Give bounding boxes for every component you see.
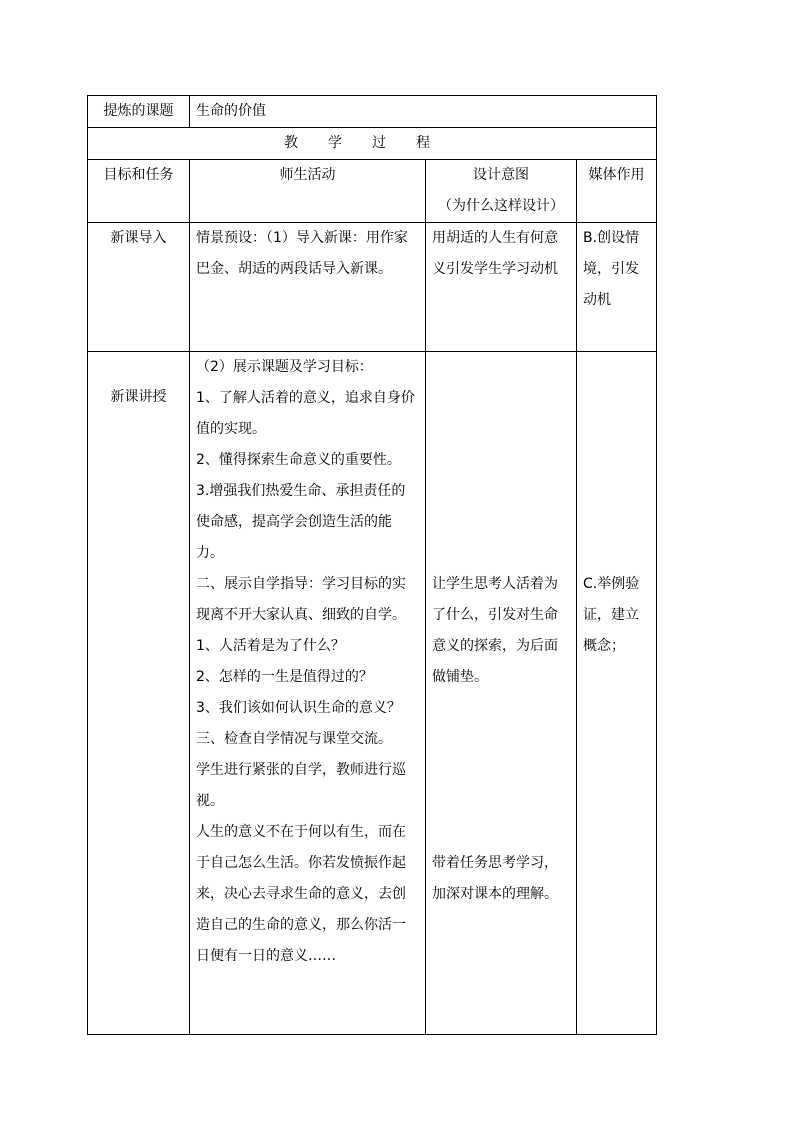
topic-row (88, 96, 657, 128)
activity-line: 2、怎样的一生是值得过的？ (196, 669, 373, 685)
intro-activity: 情景预设：（1）导入新课：用作家巴金、胡适的两段话导入新课。 (190, 223, 426, 352)
activity-line: 3、我们该如何认识生命的意义？ (196, 700, 401, 716)
design-note-1: 让学生思考人活着为了什么，引发对生命意义的探索，为后面做铺垫。 (432, 576, 558, 685)
activity-line: 1、了解人活着的意义，追求自身价值的实现。 (196, 390, 415, 437)
header-goal: 目标和任务 (88, 160, 190, 223)
activity-line: 人生的意义不在于何以有生，而在于自己怎么生活。你若发愤振作起来，决心去寻求生命的意义，去创造自己的生命的意义，那么你活一日便有一日的意义…… (196, 824, 406, 964)
teach-media (577, 352, 657, 1035)
teach-design (426, 352, 577, 1035)
header-media: 媒体作用 (577, 160, 657, 223)
activity-line: 三、检查自学情况与课堂交流。 (196, 731, 392, 747)
header-row (88, 160, 657, 223)
activity-line: 学生进行紧张的自学，教师进行巡视。 (196, 762, 406, 809)
teach-media-text: C.举例验证，建立概念； (583, 576, 640, 654)
topic-label: 提炼的课题 (88, 96, 190, 128)
teaching-row (88, 352, 657, 1035)
header-design-line1: 设计意图 (473, 167, 529, 183)
lesson-plan-table (87, 95, 657, 1035)
intro-row (88, 223, 657, 352)
teach-activity (190, 352, 426, 1035)
teach-goal: 新课讲授 (88, 352, 190, 1035)
header-design (426, 160, 577, 223)
activity-line: 2、懂得探索生命意义的重要性。 (196, 452, 401, 468)
activity-line: 二、展示自学指导：学习目标的实现离不开大家认真、细致的自学。 (196, 576, 406, 623)
topic-value: 生命的价值 (190, 96, 657, 128)
design-note-2: 带着任务思考学习，加深对课本的理解。 (432, 855, 558, 902)
header-design-line2: （为什么这样设计） (438, 198, 564, 214)
process-heading: 教学过程 (88, 128, 657, 160)
intro-media: B.创设情境，引发动机 (577, 223, 657, 352)
process-heading-row (88, 128, 657, 160)
activity-line: 1、人活着是为了什么？ (196, 638, 345, 654)
intro-goal: 新课导入 (88, 223, 190, 352)
activity-line: （2）展示课题及学习目标： (196, 359, 373, 375)
header-activity: 师生活动 (190, 160, 426, 223)
intro-design: 用胡适的人生有何意义引发学生学习动机 (426, 223, 577, 352)
activity-line: 3.增强我们热爱生命、承担责任的使命感，提高学会创造生活的能力。 (196, 483, 406, 561)
